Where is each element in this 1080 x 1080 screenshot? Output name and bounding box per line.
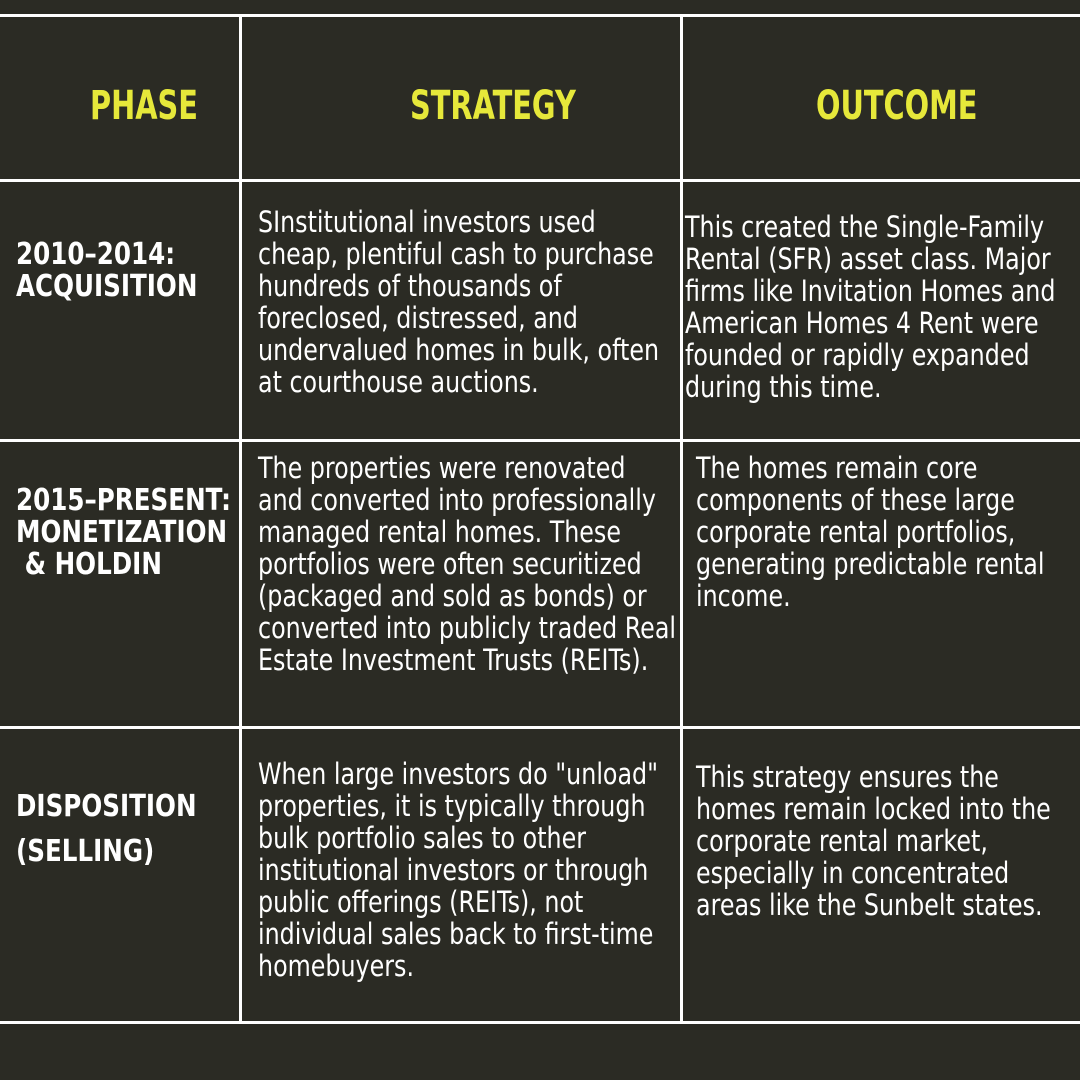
table-bottom-border (0, 1021, 1080, 1024)
row-2-phase: 2015–PRESENT: MONETIZATION & HOLDIN (16, 483, 231, 582)
column-divider (239, 14, 242, 1024)
row-divider (0, 726, 1080, 729)
row-2-outcome: The homes remain core components of these large corporate rental portfolios, generating predictable rental income. (696, 451, 1045, 613)
row-3-outcome: This strategy ensures the homes remain locked into the corporate rental market, especially in concentrated areas like the Sunbelt states. (696, 760, 1051, 922)
row-3-strategy: When large investors do "unload" properties, it is typically through bulk portfolio sales to other institutional investors or through public offerings (REITs), not individual sales back to first-time homebuyers. (258, 757, 659, 983)
row-divider (0, 439, 1080, 442)
table-top-border (0, 14, 1080, 17)
header-phase: PHASE (90, 83, 198, 129)
row-1-strategy: SInstitutional investors used cheap, plentiful cash to purchase hundreds of thousands of foreclosed, distressed, and undervalued homes in bulk, often at courthouse auctions. (258, 205, 660, 399)
row-1-phase: 2010–2014: ACQUISITION (16, 237, 198, 304)
row-2-strategy: The properties were renovated and converted into professionally managed rental homes. These portfolios were often securitized (packaged and sold as bonds) or converted into publicly traded Real Estate Investment Trusts (REITs). (258, 451, 677, 677)
header-divider (0, 179, 1080, 182)
row-3-phase: DISPOSITION (SELLING) (16, 789, 197, 869)
header-strategy: STRATEGY (410, 83, 576, 129)
header-outcome: OUTCOME (816, 83, 978, 129)
row-1-outcome: This created the Single-Family Rental (SFR) asset class. Major firms like Invitation Homes and American Homes 4 Rent were founded or rapidly expanded during this time. (685, 210, 1056, 404)
column-divider (680, 14, 683, 1024)
